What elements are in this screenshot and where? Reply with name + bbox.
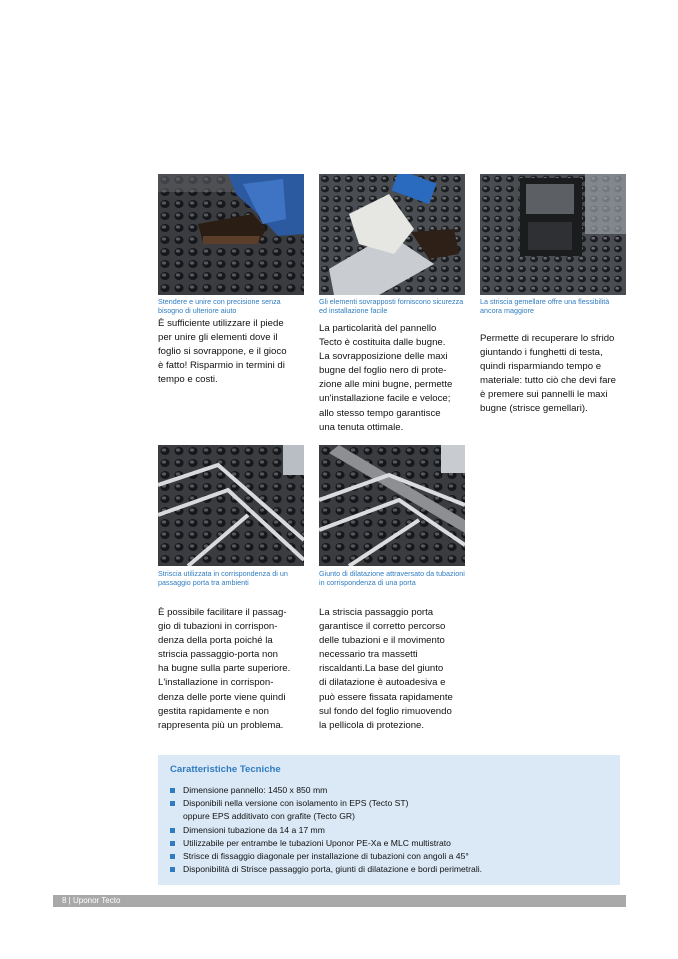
photo-door-strip — [158, 445, 304, 566]
bullet-square-icon — [170, 867, 175, 872]
body-text-2: La particolarità del pannello Tecto è costituita dalle bugne. La sovrapposizione delle maxi bugne del foglio nero di prote- zione alle mini bugne, permette un'installazione facile e veloce; allo stesso tempo garantisce una tenuta ottimale. — [319, 323, 453, 433]
photo-twin-strip — [480, 174, 626, 295]
page-number-label: 8 | Uponor Tecto — [62, 896, 121, 905]
body-text-5: La striscia passaggio porta garantisce il corretto percorso delle tubazioni e il movimento necessario tra massetti riscaldanti.La base del giunto di dilatazione è autoadesiva e può essere fissata rapidamente sul fondo del foglio rimuovendo la pellicola di protezione. — [319, 607, 453, 731]
photo-overlap-glove — [319, 174, 465, 295]
caption-3: La striscia gemellare offre una flessibilità ancora maggiore — [480, 297, 610, 315]
spec-item: Strisce di fissaggio diagonale per installazione di tubazioni con angoli a 45° — [170, 850, 482, 863]
spec-item: Disponibilità di Strisce passaggio porta, giunti di dilatazione e bordi perimetrali. — [170, 863, 482, 876]
bullet-square-icon — [170, 854, 175, 859]
spec-item: Utilizzabile per entrambe le tubazioni Uponor PE-Xa e MLC multistrato — [170, 837, 482, 850]
spec-item: Disponibili nella versione con isolamento in EPS (Tecto ST) oppure EPS additivato con grafite (Tecto GR) — [170, 797, 482, 823]
bullet-square-icon — [170, 828, 175, 833]
body-text-4: È possibile facilitare il passag- gio di tubazioni in corrispon- denza della porta poiché la striscia passaggio-porta non ha bugne sulla parte superiore. L'installazione in corrispon- denza delle porte viene quindi gestita rapidamente e non rappresenta più un problema. — [158, 607, 291, 731]
caption-1: Stendere e unire con precisione senza bisogno di ulteriore aiuto — [158, 297, 281, 315]
specs-title: Caratteristiche Tecniche — [170, 764, 281, 775]
photo-foot-joining — [158, 174, 304, 295]
specs-list — [170, 784, 482, 876]
spec-item: Dimensioni tubazione da 14 a 17 mm — [170, 824, 482, 837]
spec-item: Dimensione pannello: 1450 x 850 mm — [170, 784, 482, 797]
bullet-square-icon — [170, 801, 175, 806]
bullet-square-icon — [170, 788, 175, 793]
caption-4: Striscia utilizzata in corrispondenza di un passaggio porta tra ambienti — [158, 569, 288, 587]
technical-specs-box — [158, 755, 620, 885]
bullet-square-icon — [170, 841, 175, 846]
caption-5: Giunto di dilatazione attraversato da tubazioni in corrispondenza di una porta — [319, 569, 465, 587]
body-text-1: È sufficiente utilizzare il piede per unire gli elementi dove il foglio si sovrappone, e il gioco è fatto! Risparmio in termini di tempo e costi. — [158, 318, 287, 386]
caption-2: Gli elementi sovrapposti forniscono sicurezza ed installazione facile — [319, 297, 464, 315]
footer-bar — [53, 895, 626, 907]
photo-expansion-joint — [319, 445, 465, 566]
body-text-3: Permette di recuperare lo sfrido giuntando i funghetti di testa, quindi risparmiando tempo e materiale: tutto ciò che devi fare è premere sui pannelli le maxi bugne (strisce gemellari). — [480, 333, 616, 415]
